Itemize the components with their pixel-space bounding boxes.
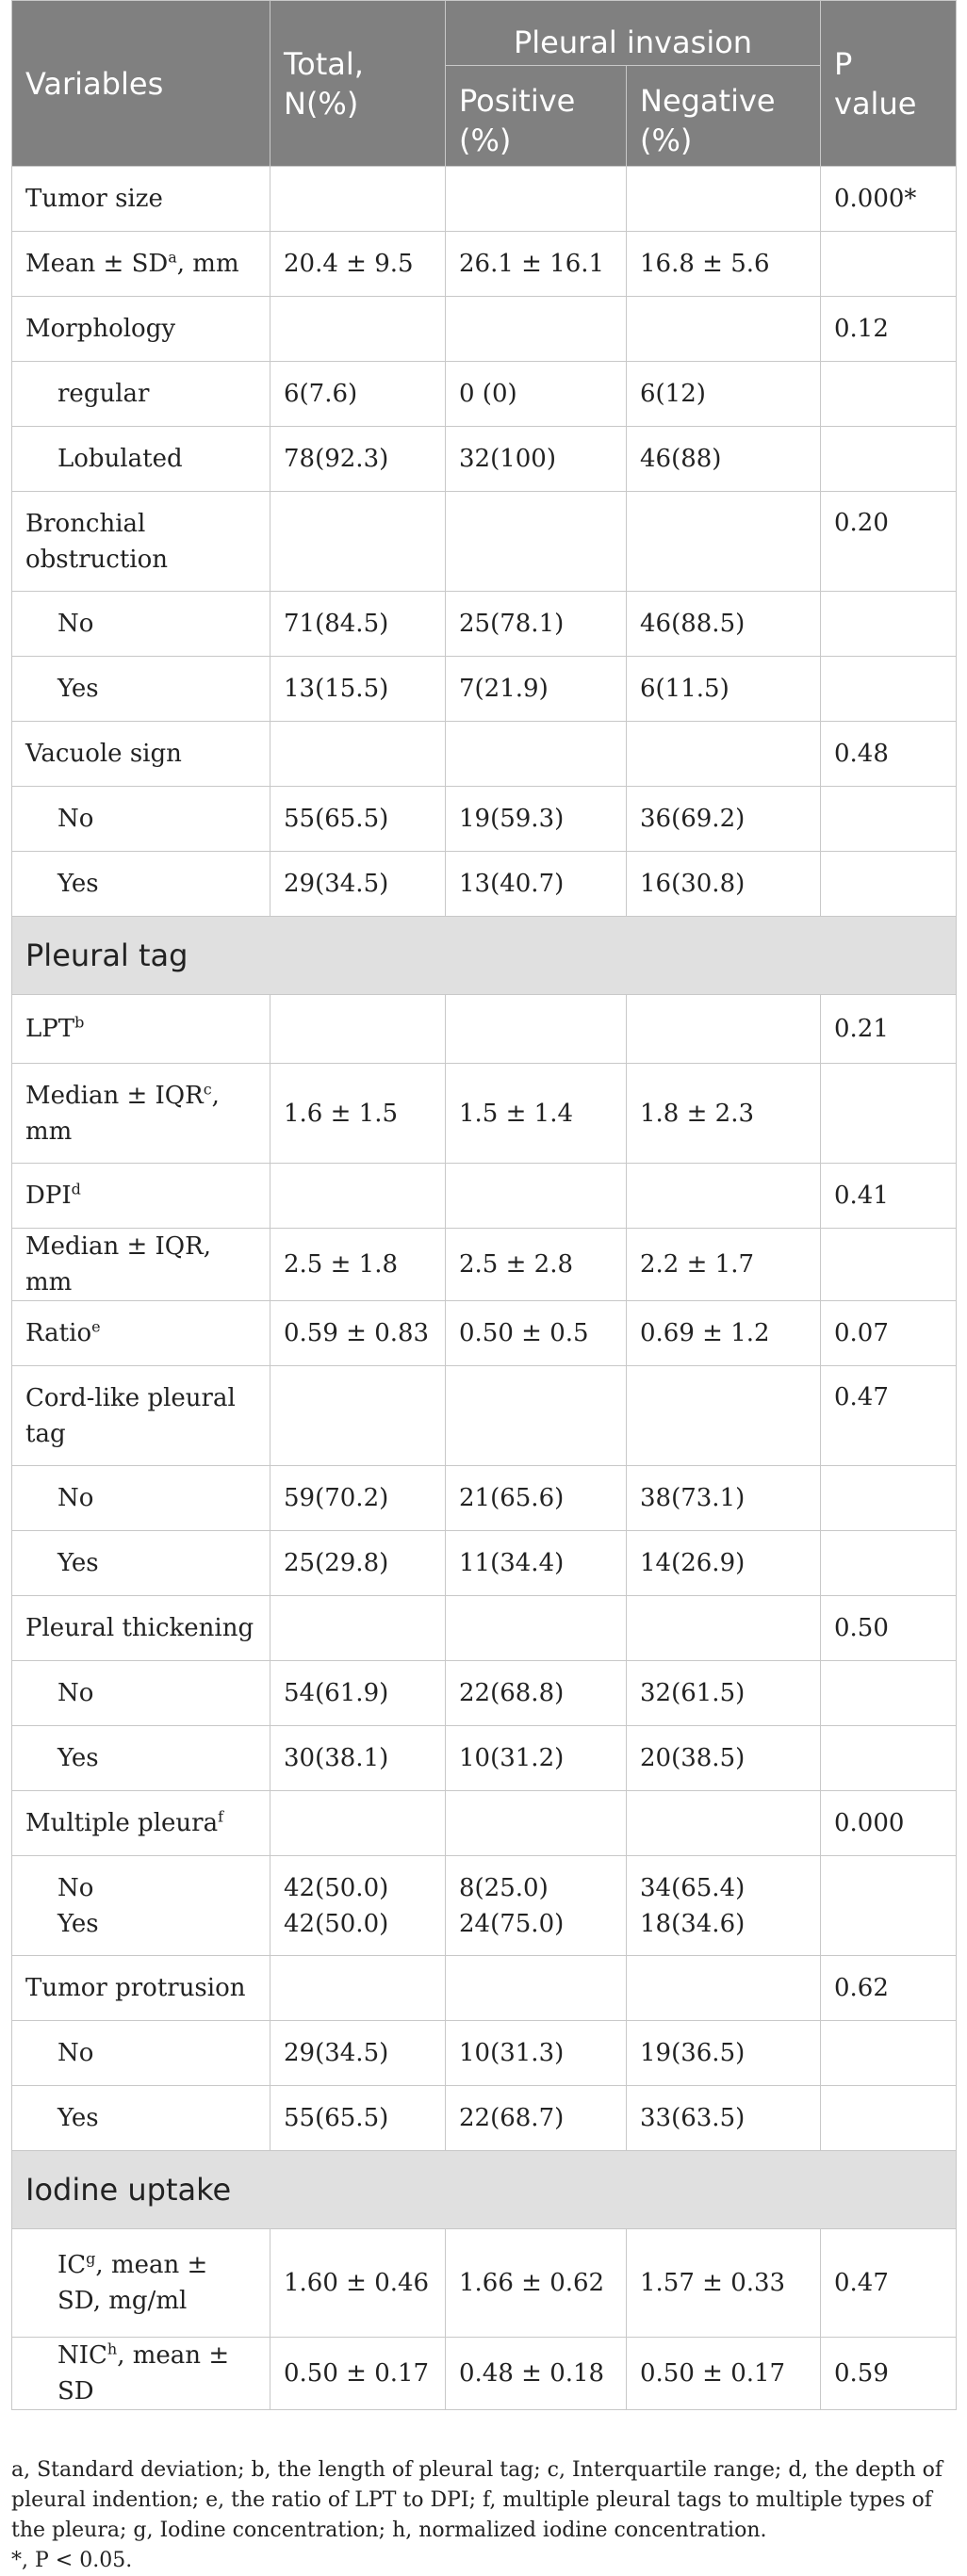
row-label: Pleural thickening bbox=[12, 1596, 270, 1661]
table-row bbox=[12, 1956, 957, 2021]
negative-cell: 36(69.2) bbox=[627, 787, 821, 852]
header-negative: Negative (%) bbox=[627, 66, 821, 167]
positive-cell: 10(31.3) bbox=[446, 2021, 627, 2086]
positive-cell: 0.48 ± 0.18 bbox=[446, 2338, 627, 2410]
table-row bbox=[12, 995, 957, 1064]
row-label: No bbox=[12, 1466, 270, 1531]
negative-cell: 6(12) bbox=[627, 362, 821, 427]
section-pleural-tag: Pleural tag bbox=[12, 917, 957, 995]
positive-cell: 0.50 ± 0.5 bbox=[446, 1301, 627, 1366]
total-cell: 59(70.2) bbox=[270, 1466, 446, 1531]
positive-cell: 22(68.8) bbox=[446, 1661, 627, 1726]
negative-cell: 19(36.5) bbox=[627, 2021, 821, 2086]
row-label: Yes bbox=[12, 852, 270, 917]
table-row bbox=[12, 297, 957, 362]
total-cell: 25(29.8) bbox=[270, 1531, 446, 1596]
table-row bbox=[12, 167, 957, 232]
negative-cell: 1.8 ± 2.3 bbox=[627, 1064, 821, 1164]
row-label: LPT$^b$ bbox=[12, 995, 270, 1064]
row-label: Tumor size bbox=[12, 167, 270, 232]
positive-cell: 13(40.7) bbox=[446, 852, 627, 917]
positive-cell: 2.5 ± 2.8 bbox=[446, 1229, 627, 1301]
positive-cell: 7(21.9) bbox=[446, 657, 627, 722]
negative-cell: 38(73.1) bbox=[627, 1466, 821, 1531]
p-value-cell: 0.59 bbox=[821, 2338, 957, 2410]
p-value-cell: 0.48 bbox=[821, 722, 957, 787]
table-row bbox=[12, 1466, 957, 1531]
negative-cell: 34(65.4) 18(34.6) bbox=[627, 1856, 821, 1956]
p-value-cell: 0.50 bbox=[821, 1596, 957, 1661]
footnote-abbreviations: a, Standard deviation; b, the length of pleural tag; c, Interquartile range; d, the depth of pleural indention; e, the ratio of LPT to DPI; f, multiple pleural tags to multiple types of the pleura; g, Iodine concentration; h, normalized iodine concentration. bbox=[11, 2458, 943, 2542]
row-label: Tumor protrusion bbox=[12, 1956, 270, 2021]
positive-cell: 11(34.4) bbox=[446, 1531, 627, 1596]
positive-cell: 21(65.6) bbox=[446, 1466, 627, 1531]
p-value-cell: 0.20 bbox=[821, 492, 957, 592]
table-row bbox=[12, 1301, 957, 1366]
total-cell: 71(84.5) bbox=[270, 592, 446, 657]
header-pleural-invasion: Pleural invasion bbox=[446, 1, 821, 66]
table-row bbox=[12, 1856, 957, 1956]
row-label: Ratio$^e$ bbox=[12, 1301, 270, 1366]
footnote-significance: *, P < 0.05. bbox=[11, 2549, 133, 2572]
row-label: Cord-like pleural tag bbox=[12, 1366, 270, 1466]
table-row bbox=[12, 852, 957, 917]
table-row bbox=[12, 1726, 957, 1791]
table-row bbox=[12, 592, 957, 657]
positive-cell: 22(68.7) bbox=[446, 2086, 627, 2151]
row-label: No bbox=[12, 2021, 270, 2086]
total-cell: 29(34.5) bbox=[270, 852, 446, 917]
negative-cell: 16.8 ± 5.6 bbox=[627, 232, 821, 297]
p-value-cell: 0.62 bbox=[821, 1956, 957, 2021]
row-label: Multiple pleura$^f$ bbox=[12, 1791, 270, 1856]
negative-cell: 1.57 ± 0.33 bbox=[627, 2229, 821, 2338]
total-cell: 1.60 ± 0.46 bbox=[270, 2229, 446, 2338]
row-label: Yes bbox=[12, 1726, 270, 1791]
negative-cell: 6(11.5) bbox=[627, 657, 821, 722]
total-cell: 55(65.5) bbox=[270, 787, 446, 852]
negative-cell: 46(88.5) bbox=[627, 592, 821, 657]
table-row bbox=[12, 1661, 957, 1726]
table-row bbox=[12, 1164, 957, 1229]
positive-cell: 0 (0) bbox=[446, 362, 627, 427]
row-label: Median ± $IQR^c$, mm bbox=[12, 1064, 270, 1164]
data-table bbox=[11, 0, 957, 2410]
header-total: Total, N(%) bbox=[270, 1, 446, 167]
total-cell: 55(65.5) bbox=[270, 2086, 446, 2151]
total-cell: 30(38.1) bbox=[270, 1726, 446, 1791]
row-label: Yes bbox=[12, 1531, 270, 1596]
header-positive: Positive (%) bbox=[446, 66, 627, 167]
section-row bbox=[12, 2151, 957, 2229]
total-cell: 1.6 ± 1.5 bbox=[270, 1064, 446, 1164]
total-cell: 0.59 ± 0.83 bbox=[270, 1301, 446, 1366]
total-cell: 29(34.5) bbox=[270, 2021, 446, 2086]
negative-cell: 0.69 ± 1.2 bbox=[627, 1301, 821, 1366]
table-row bbox=[12, 1596, 957, 1661]
table-row bbox=[12, 1229, 957, 1301]
row-label: Morphology bbox=[12, 297, 270, 362]
section-iodine-uptake: Iodine uptake bbox=[12, 2151, 957, 2229]
negative-cell: 14(26.9) bbox=[627, 1531, 821, 1596]
table-row bbox=[12, 2229, 957, 2338]
row-label: $IC^g$, mean ± SD, mg/ml bbox=[12, 2229, 270, 2338]
positive-cell: 19(59.3) bbox=[446, 787, 627, 852]
row-label: Mean ± $SD^a$, mm bbox=[12, 232, 270, 297]
table-footnotes bbox=[11, 2455, 956, 2576]
total-cell: 13(15.5) bbox=[270, 657, 446, 722]
row-label: DPI$^d$ bbox=[12, 1164, 270, 1229]
header-variables: Variables bbox=[12, 1, 270, 167]
table-row bbox=[12, 2086, 957, 2151]
p-value-cell: 0.000 bbox=[821, 1791, 957, 1856]
total-cell: 54(61.9) bbox=[270, 1661, 446, 1726]
table-row bbox=[12, 232, 957, 297]
p-value-cell: 0.47 bbox=[821, 1366, 957, 1466]
positive-cell: 25(78.1) bbox=[446, 592, 627, 657]
positive-cell: 10(31.2) bbox=[446, 1726, 627, 1791]
table-row bbox=[12, 2338, 957, 2410]
row-label: regular bbox=[12, 362, 270, 427]
p-value-cell: 0.000* bbox=[821, 167, 957, 232]
total-cell: 42(50.0) 42(50.0) bbox=[270, 1856, 446, 1956]
row-label: NIC$^h$, mean ± SD bbox=[12, 2338, 270, 2410]
row-label: Median ± IQR, mm bbox=[12, 1229, 270, 1301]
section-row bbox=[12, 917, 957, 995]
p-value-cell: 0.47 bbox=[821, 2229, 957, 2338]
total-cell: 20.4 ± 9.5 bbox=[270, 232, 446, 297]
table-row bbox=[12, 1791, 957, 1856]
table-row bbox=[12, 1064, 957, 1164]
negative-cell: 32(61.5) bbox=[627, 1661, 821, 1726]
negative-cell: 0.50 ± 0.17 bbox=[627, 2338, 821, 2410]
negative-cell: 20(38.5) bbox=[627, 1726, 821, 1791]
table-row bbox=[12, 492, 957, 592]
table-row bbox=[12, 1531, 957, 1596]
total-cell: 78(92.3) bbox=[270, 427, 446, 492]
total-cell: 0.50 ± 0.17 bbox=[270, 2338, 446, 2410]
table-row bbox=[12, 657, 957, 722]
p-value-cell: 0.12 bbox=[821, 297, 957, 362]
positive-cell: 1.5 ± 1.4 bbox=[446, 1064, 627, 1164]
table-row bbox=[12, 2021, 957, 2086]
total-cell: 6(7.6) bbox=[270, 362, 446, 427]
row-label: Yes bbox=[12, 657, 270, 722]
positive-cell: 1.66 ± 0.62 bbox=[446, 2229, 627, 2338]
p-value-cell: 0.07 bbox=[821, 1301, 957, 1366]
table-row bbox=[12, 787, 957, 852]
row-label: Yes bbox=[12, 2086, 270, 2151]
negative-cell: 46(88) bbox=[627, 427, 821, 492]
row-label: Lobulated bbox=[12, 427, 270, 492]
negative-cell: 33(63.5) bbox=[627, 2086, 821, 2151]
negative-cell: 16(30.8) bbox=[627, 852, 821, 917]
negative-cell: 2.2 ± 1.7 bbox=[627, 1229, 821, 1301]
header-p-value: P value bbox=[821, 1, 957, 167]
row-label: Vacuole sign bbox=[12, 722, 270, 787]
row-label: No bbox=[12, 592, 270, 657]
row-label: No bbox=[12, 1661, 270, 1726]
positive-cell: 26.1 ± 16.1 bbox=[446, 232, 627, 297]
row-label: No bbox=[12, 787, 270, 852]
positive-cell: 32(100) bbox=[446, 427, 627, 492]
table-row bbox=[12, 427, 957, 492]
p-value-cell: 0.41 bbox=[821, 1164, 957, 1229]
positive-cell: 8(25.0) 24(75.0) bbox=[446, 1856, 627, 1956]
row-label: Bronchial obstruction bbox=[12, 492, 270, 592]
total-cell: 2.5 ± 1.8 bbox=[270, 1229, 446, 1301]
p-value-cell: 0.21 bbox=[821, 995, 957, 1064]
table-row bbox=[12, 362, 957, 427]
row-label: No Yes bbox=[12, 1856, 270, 1956]
table-row bbox=[12, 1366, 957, 1466]
table-row bbox=[12, 722, 957, 787]
